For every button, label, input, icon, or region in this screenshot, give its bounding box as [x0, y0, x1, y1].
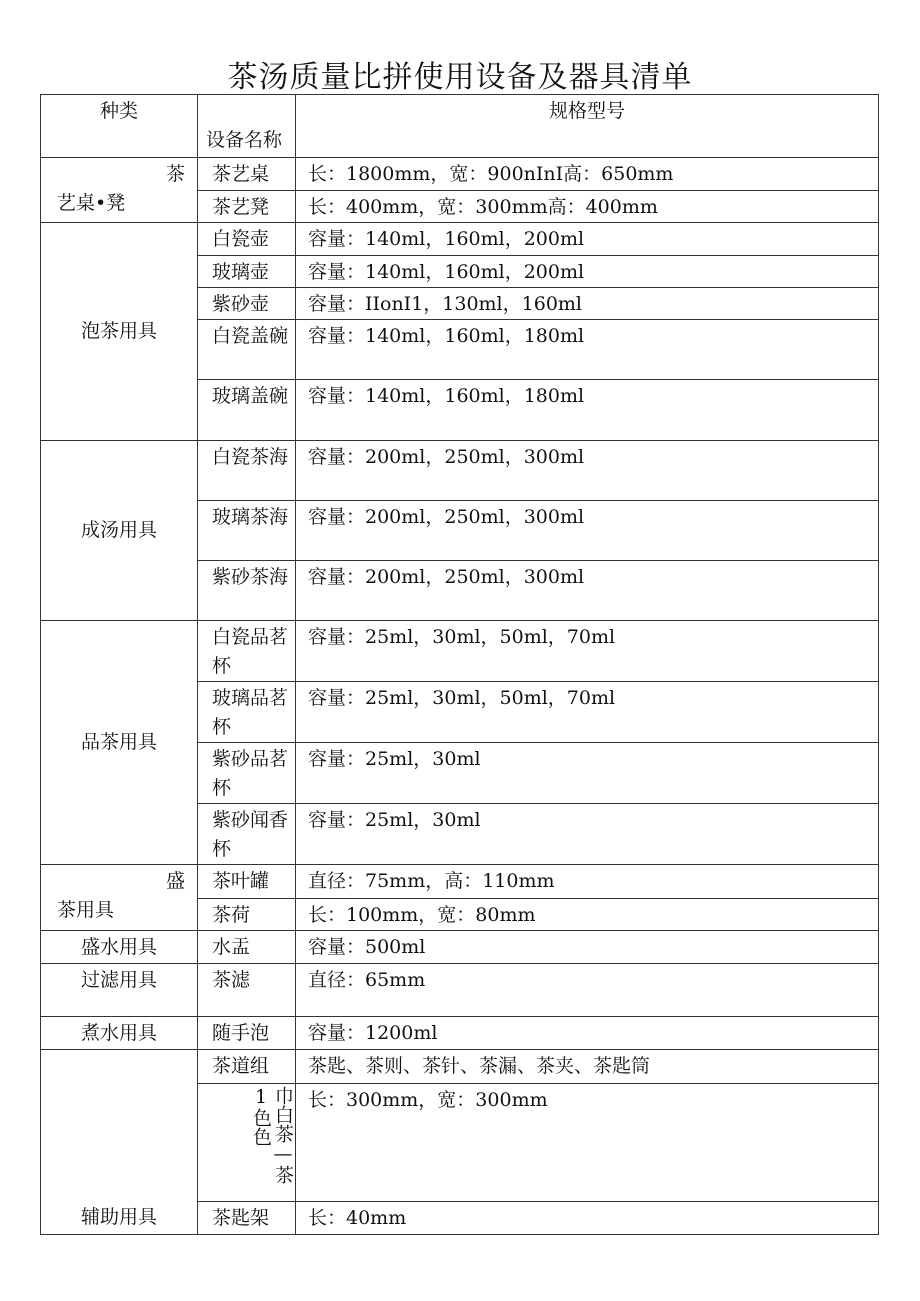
- device-name: 茶匙架: [198, 1202, 296, 1235]
- device-spec: 长：300mm，宽：300mm: [296, 1084, 879, 1202]
- equipment-table: [40, 94, 879, 1235]
- table-row: [41, 621, 879, 682]
- device-spec: 容量：140ml，160ml，200ml: [296, 223, 879, 256]
- device-spec: 容量：25ml，30ml: [296, 743, 879, 804]
- table-row: [41, 158, 879, 191]
- device-spec: 长：100mm，宽：80mm: [296, 899, 879, 931]
- device-name: 随手泡: [198, 1017, 296, 1050]
- device-spec: 容量：IIonI1，130ml，160ml: [296, 288, 879, 320]
- category-cell: 煮水用具: [41, 1017, 198, 1050]
- device-name-vertical: 巾白茶—茶: [272, 1086, 294, 1184]
- category-cell: 过滤用具: [41, 964, 198, 1017]
- device-spec: 长：40mm: [296, 1202, 879, 1235]
- device-spec: 长：1800mm，宽：900nInI高：650mm: [296, 158, 879, 191]
- device-spec: 容量：140ml，160ml，180ml: [296, 380, 879, 441]
- device-name: 紫砂茶海: [198, 561, 296, 621]
- table-row: [41, 964, 879, 1017]
- device-spec: 茶匙、茶则、茶针、茶漏、茶夹、茶匙筒: [296, 1050, 879, 1084]
- category-part-a: 盛: [165, 870, 185, 892]
- category-cell: [41, 865, 198, 931]
- device-name: 紫砂闻香杯: [198, 804, 296, 865]
- table-header-row: [41, 95, 879, 158]
- header-category: 种类: [41, 95, 198, 158]
- device-spec: 容量：1200ml: [296, 1017, 879, 1050]
- device-spec: 直径：75mm，高：110mm: [296, 865, 879, 899]
- device-spec: 容量：25ml，30ml，50ml，70ml: [296, 621, 879, 682]
- device-name: 白瓷壶: [198, 223, 296, 256]
- device-name: 茶叶罐: [198, 865, 296, 899]
- device-name: 玻璃盖碗: [198, 380, 296, 441]
- category-cell: 成汤用具: [41, 441, 198, 621]
- device-name: 茶艺凳: [198, 191, 296, 223]
- category-part-a: 茶: [165, 163, 185, 185]
- table-row: [41, 223, 879, 256]
- device-name: 茶荷: [198, 899, 296, 931]
- category-part-b: 艺桌•凳: [57, 192, 126, 214]
- header-spec: 规格型号: [296, 95, 879, 158]
- device-spec: 直径：65mm: [296, 964, 879, 1017]
- table-row: [41, 441, 879, 501]
- device-name: 白瓷茶海: [198, 441, 296, 501]
- device-name: 紫砂品茗杯: [198, 743, 296, 804]
- category-cell: 盛水用具: [41, 931, 198, 964]
- category-part-b: 茶用具: [57, 899, 115, 921]
- device-spec: 容量：500ml: [296, 931, 879, 964]
- device-spec: 容量：200ml，250ml，300ml: [296, 441, 879, 501]
- device-spec: 容量：200ml，250ml，300ml: [296, 501, 879, 561]
- category-cell: 辅助用具: [41, 1050, 198, 1235]
- device-name: 茶艺桌: [198, 158, 296, 191]
- device-spec: 长：400mm，宽：300mm高：400mm: [296, 191, 879, 223]
- device-name: 玻璃茶海: [198, 501, 296, 561]
- table-row: [41, 865, 879, 899]
- device-spec: 容量：25ml，30ml: [296, 804, 879, 865]
- device-spec: 容量：140ml，160ml，200ml: [296, 256, 879, 288]
- device-spec: 容量：25ml，30ml，50ml，70ml: [296, 682, 879, 743]
- table-row: [41, 1050, 879, 1084]
- header-device-name: 设备名称: [198, 95, 296, 158]
- device-name-vertical-cell: [198, 1084, 296, 1202]
- table-row: [41, 931, 879, 964]
- device-name: 玻璃壶: [198, 256, 296, 288]
- category-cell: 品茶用具: [41, 621, 198, 865]
- category-cell: [41, 158, 198, 223]
- device-name: 茶滤: [198, 964, 296, 1017]
- device-name: 紫砂壶: [198, 288, 296, 320]
- device-name: 茶道组: [198, 1050, 296, 1084]
- device-name: 白瓷品茗杯: [198, 621, 296, 682]
- page-title: 茶汤质量比拼使用设备及器具清单: [227, 60, 693, 95]
- device-name: 水盂: [198, 931, 296, 964]
- device-spec: 容量：200ml，250ml，300ml: [296, 561, 879, 621]
- table-row: [41, 1017, 879, 1050]
- device-name-vertical-2: 1色色: [250, 1086, 272, 1146]
- device-name: 白瓷盖碗: [198, 320, 296, 380]
- category-cell: 泡茶用具: [41, 223, 198, 441]
- device-spec: 容量：140ml，160ml，180ml: [296, 320, 879, 380]
- device-name: 玻璃品茗杯: [198, 682, 296, 743]
